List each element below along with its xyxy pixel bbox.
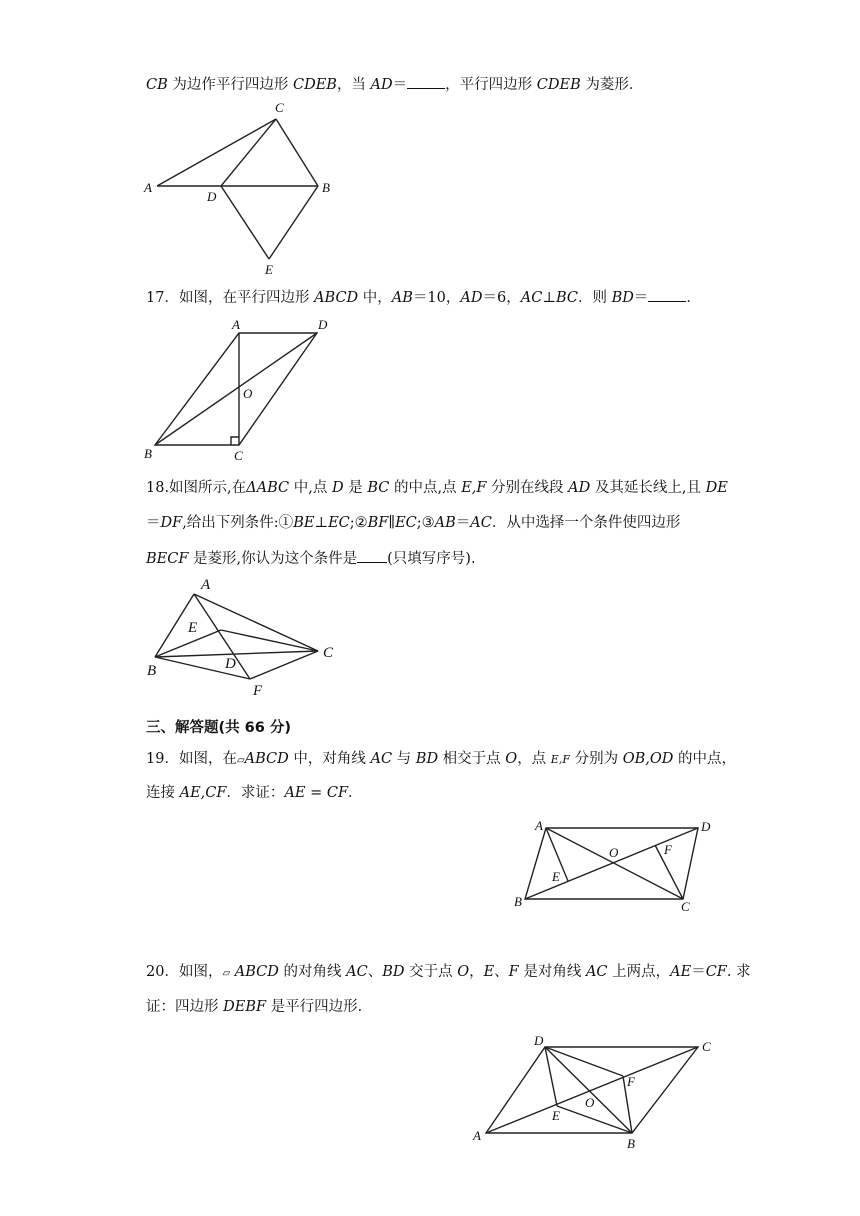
diagonal-AC xyxy=(486,1047,698,1133)
label-C: C xyxy=(702,1039,711,1054)
label-A: A xyxy=(473,1128,481,1143)
label-E: E xyxy=(552,869,560,884)
q20-line2: 证：四边形 DEBF 是平行四边形． xyxy=(146,999,373,1015)
label-D: D xyxy=(207,189,217,204)
label-A: A xyxy=(201,577,211,593)
label-D: D xyxy=(225,656,236,672)
label-C: C xyxy=(323,645,334,661)
q18-line1: 18.如图所示,在ΔABC 中,点 D 是 BC 的中点,点 E,F 分别在线段 AD 及其延长线上,且 DE xyxy=(146,480,728,496)
q19-line2: 连接 AE,CF．求证：AE = CF． xyxy=(146,785,363,801)
label-E: E xyxy=(265,262,273,277)
label-C: C xyxy=(681,899,690,914)
label-B: B xyxy=(147,663,157,679)
segment-EB xyxy=(557,1106,632,1133)
label-B: B xyxy=(144,446,152,461)
label-B: B xyxy=(627,1136,635,1151)
label-A: A xyxy=(535,818,543,833)
q19-line1: 19．如图，在▱ABCD 中，对角线 AC 与 BD 相交于点 O，点 E,F 分别为 OB,OD 的中点， xyxy=(146,751,736,767)
q17-text: 17．如图，在平行四边形 ABCD 中，AB＝10，AD＝6，AC⊥BC．则 BD＝ ． xyxy=(146,287,701,308)
q18-line3: BECF 是菱形,你认为这个条件是 (只填写序号). xyxy=(146,548,476,569)
label-C: C xyxy=(234,448,243,463)
label-O: O xyxy=(585,1095,595,1110)
label-F: F xyxy=(253,683,263,699)
label-O: O xyxy=(609,845,619,860)
label-B: B xyxy=(322,180,330,195)
label-D: D xyxy=(701,819,711,834)
label-B: B xyxy=(514,894,522,909)
label-C: C xyxy=(275,100,284,115)
label-E: E xyxy=(188,620,198,636)
q20-line1: 20．如图，▱ ABCD 的对角线 AC、BD 交于点 O，E、F 是对角线 AC 上两点，AE＝CF. 求 xyxy=(146,964,751,980)
segment-DF xyxy=(545,1047,623,1076)
label-A: A xyxy=(232,317,240,332)
label-F: F xyxy=(627,1074,635,1089)
q18-line2: ＝DF,给出下列条件:①BE⊥EC;②BF∥EC;③AB＝AC．从中选择一个条件使四边形 xyxy=(146,515,681,531)
label-D: D xyxy=(534,1033,544,1048)
label-A: A xyxy=(144,180,152,195)
section-heading: 三、解答题(共 66 分) xyxy=(146,720,292,736)
label-O: O xyxy=(243,386,253,401)
segment-DE xyxy=(545,1047,557,1106)
label-D: D xyxy=(318,317,328,332)
label-E: E xyxy=(552,1108,560,1123)
label-F: F xyxy=(664,842,672,857)
q16-text: CB 为边作平行四边形 CDEB，当 AD＝ ，平行四边形 CDEB 为菱形． xyxy=(146,74,643,95)
